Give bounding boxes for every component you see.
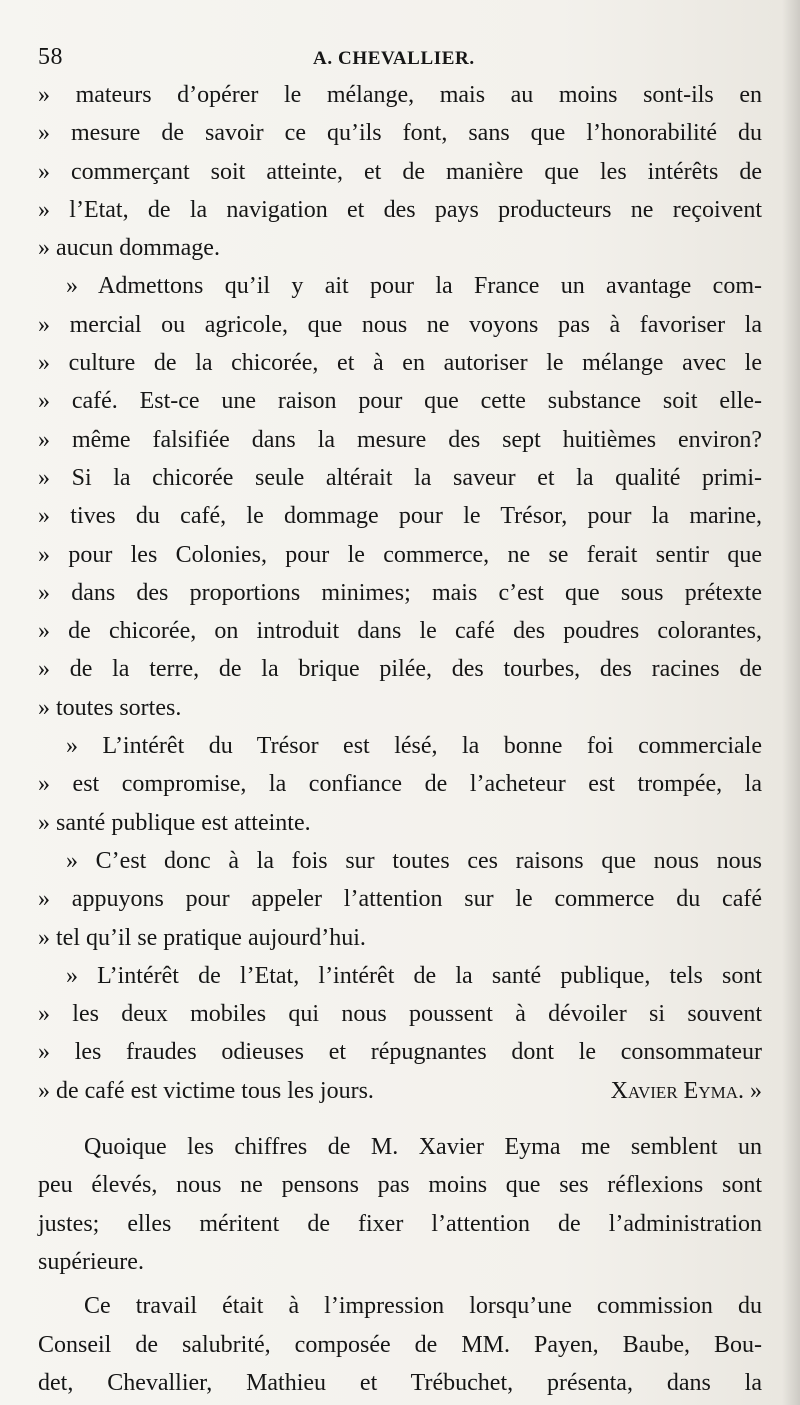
text-line: » de la terre, de la brique pilée, des tourbes, des racines de xyxy=(38,656,762,683)
text-line: » les deux mobiles qui nous poussent à dévoiler si souvent xyxy=(38,1001,762,1028)
text-line: Ce travail était à l’impression lorsqu’une commission du xyxy=(84,1293,762,1320)
page-header xyxy=(38,44,762,74)
page-gutter-shadow xyxy=(782,0,800,1405)
text-line: » tives du café, le dommage pour le Trésor, pour la marine, xyxy=(38,503,762,530)
text-line: » pour les Colonies, pour le commerce, ne se ferait sentir que xyxy=(38,541,762,568)
text-line: » aucun dommage. xyxy=(38,235,220,262)
text-line: » même falsifiée dans la mesure des sept huitièmes environ? xyxy=(38,426,762,453)
page-body xyxy=(38,76,762,1402)
text-line: peu élevés, nous ne pensons pas moins que ses réflexions sont xyxy=(38,1172,762,1199)
text-line: det, Chevallier, Mathieu et Trébuchet, présenta, dans la xyxy=(38,1369,762,1396)
text-line: supérieure. xyxy=(38,1248,144,1275)
text-line: » C’est donc à la fois sur toutes ces raisons que nous nous xyxy=(66,847,762,874)
page-number: 58 xyxy=(38,44,63,70)
text-line: » L’intérêt du Trésor est lésé, la bonne foi commerciale xyxy=(66,733,762,760)
running-head: A. CHEVALLIER. xyxy=(313,48,475,69)
text-line: » toutes sortes. xyxy=(38,694,182,721)
paragraph xyxy=(38,1128,762,1281)
quoted-passage xyxy=(38,76,762,1110)
author-signature: Xavier Eyma. » xyxy=(610,1077,762,1104)
paragraph-gap xyxy=(38,1110,762,1128)
text-line: » Si la chicorée seule altérait la saveur et la qualité primi- xyxy=(38,464,762,491)
text-line: » mesure de savoir ce qu’ils font, sans que l’honorabilité du xyxy=(38,120,762,147)
text-line: » dans des proportions minimes; mais c’est que sous prétexte xyxy=(38,579,762,606)
text-line: » appuyons pour appeler l’attention sur le commerce du café xyxy=(38,886,762,913)
text-line: » café. Est-ce une raison pour que cette substance soit elle- xyxy=(38,388,762,415)
text-line: » culture de la chicorée, et à en autoriser le mélange avec le xyxy=(38,350,762,377)
text-line: » L’intérêt de l’Etat, l’intérêt de la santé publique, tels sont xyxy=(66,962,762,989)
text-line: » mercial ou agricole, que nous ne voyons pas à favoriser la xyxy=(38,311,762,338)
text-line xyxy=(38,1072,762,1110)
paragraph xyxy=(38,1287,762,1402)
text-line: » de chicorée, on introduit dans le café des poudres colorantes, xyxy=(38,618,762,645)
text-line: » santé publique est atteinte. xyxy=(38,809,311,836)
text-line: » est compromise, la confiance de l’acheteur est trompée, la xyxy=(38,771,762,798)
text-line: » l’Etat, de la navigation et des pays producteurs ne reçoivent xyxy=(38,196,762,223)
text-line: » Admettons qu’il y ait pour la France un avantage com- xyxy=(66,273,762,300)
text-line: » mateurs d’opérer le mélange, mais au moins sont-ils en xyxy=(38,82,762,108)
text-line: justes; elles méritent de fixer l’attention de l’administration xyxy=(38,1210,762,1237)
text-line: » commerçant soit atteinte, et de manière que les intérêts de xyxy=(38,158,762,185)
text-line: Conseil de salubrité, composée de MM. Payen, Baube, Bou- xyxy=(38,1331,762,1358)
text-line: Quoique les chiffres de M. Xavier Eyma me semblent un xyxy=(84,1134,762,1161)
text-line: » tel qu’il se pratique aujourd’hui. xyxy=(38,924,366,951)
text-line: » les fraudes odieuses et répugnantes dont le consommateur xyxy=(38,1039,762,1066)
quote-final-text: » de café est victime tous les jours. xyxy=(38,1077,374,1104)
